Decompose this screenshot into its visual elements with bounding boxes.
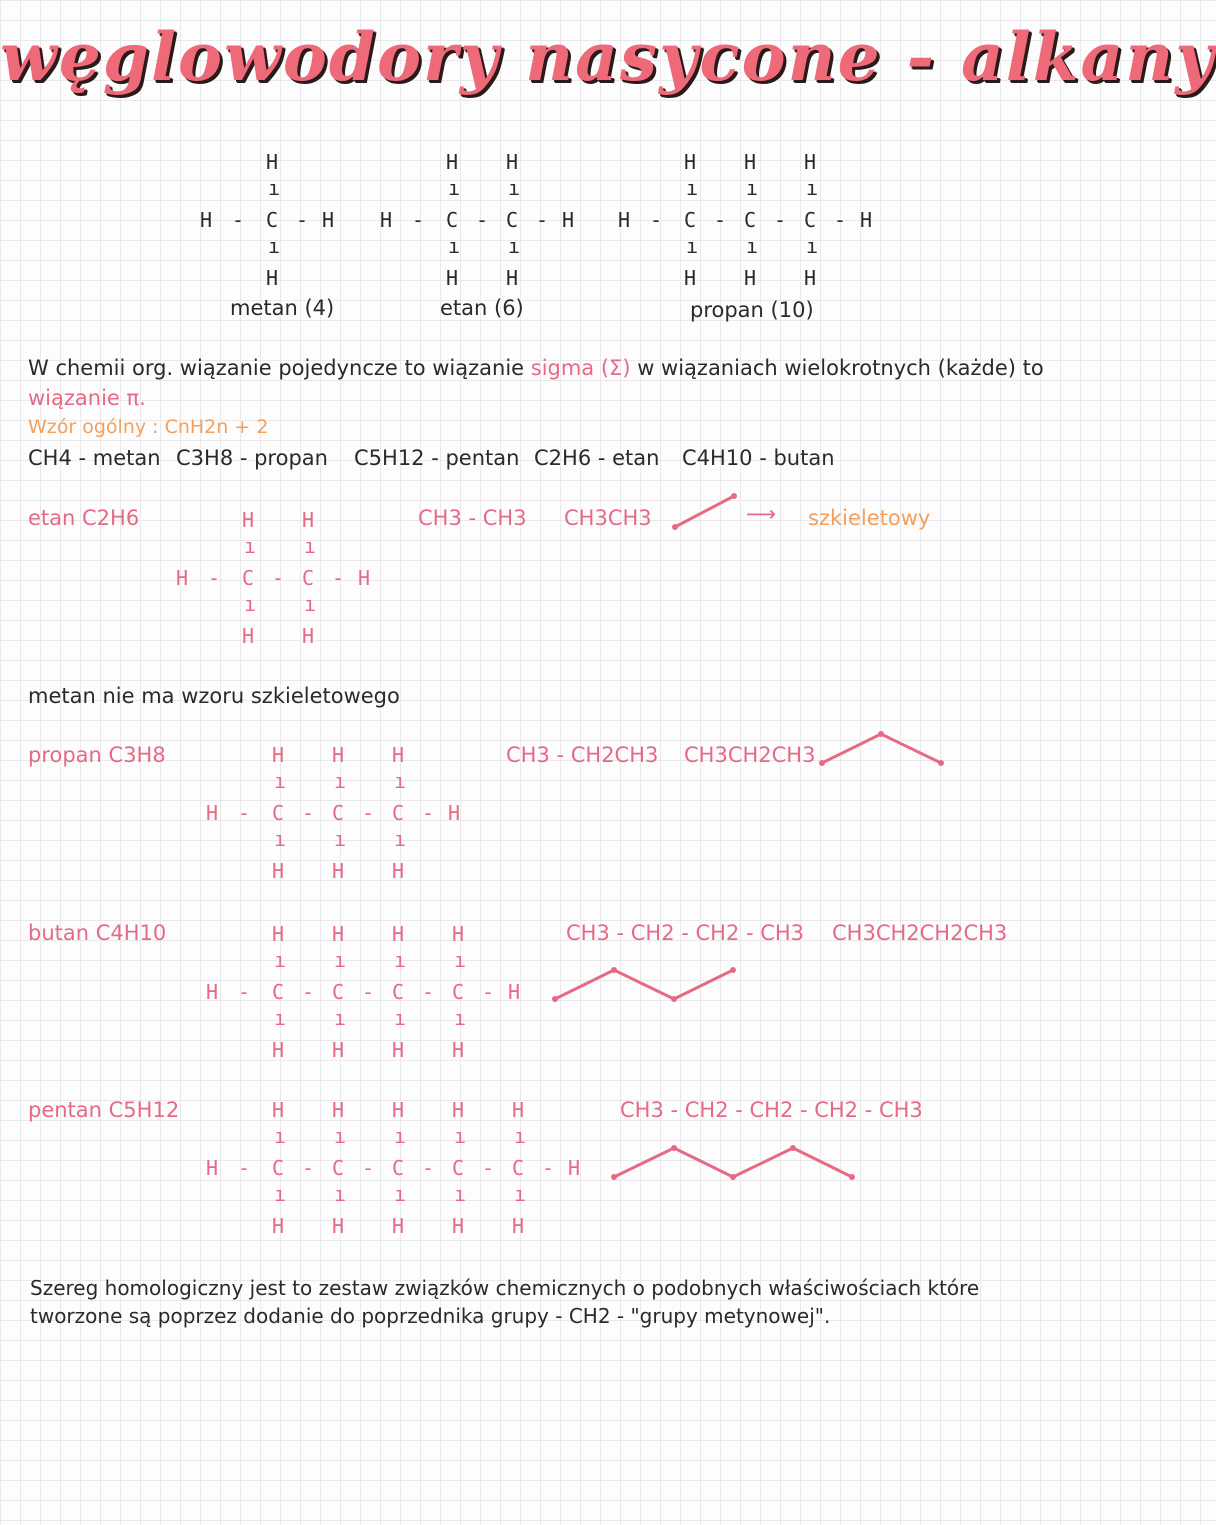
- hydrogen-atom: H: [392, 1038, 405, 1062]
- bond-dash: -: [272, 566, 285, 590]
- bond-dash: -: [422, 1156, 435, 1180]
- etan-condensed-1: CH3 - CH3: [418, 506, 527, 530]
- carbon-atom: C: [272, 801, 285, 825]
- bond-bar: ı: [746, 176, 759, 200]
- hydrogen-atom: H: [272, 859, 285, 883]
- propan-condensed-2: CH3CH2CH3: [684, 743, 816, 767]
- general-formula: Wzór ogólny : CnH2n + 2: [28, 416, 269, 438]
- bond-dash: -: [422, 980, 435, 1004]
- bond-dash: -: [208, 566, 221, 590]
- carbon-atom: C: [804, 208, 817, 232]
- carbon-atom: C: [392, 980, 405, 1004]
- bond-bar: ı: [274, 1006, 287, 1030]
- hydrogen-atom: H: [512, 1214, 525, 1238]
- hydrogen-atom: H: [206, 980, 219, 1004]
- bond-text-1: W chemii org. wiązanie pojedyncze to wiązanie: [28, 356, 531, 380]
- bond-bar: ı: [394, 769, 407, 793]
- bond-dash: -: [238, 801, 251, 825]
- page-title: węglowodory nasycone - alkany: [0, 18, 1216, 96]
- hydrogen-atom: H: [744, 266, 757, 290]
- pi-term: wiązanie π.: [28, 386, 146, 410]
- carbon-atom: C: [302, 566, 315, 590]
- bond-dash: -: [296, 208, 309, 232]
- carbon-atom: C: [332, 801, 345, 825]
- bond-dash: -: [412, 208, 425, 232]
- carbon-atom: C: [392, 801, 405, 825]
- hydrogen-atom: H: [506, 150, 519, 174]
- butan-label: butan C4H10: [28, 921, 167, 945]
- hydrogen-atom: H: [206, 801, 219, 825]
- hydrogen-atom: H: [272, 1098, 285, 1122]
- homologous-series-line-2: tworzone są poprzez dodanie do poprzednika grupy - CH2 - "grupy metynowej".: [30, 1304, 831, 1328]
- hydrogen-atom: H: [242, 508, 255, 532]
- hydrogen-atom: H: [332, 922, 345, 946]
- bond-dash: -: [714, 208, 727, 232]
- formula-butan: C4H10 - butan: [682, 446, 835, 470]
- bond-dash: -: [482, 1156, 495, 1180]
- bond-bar: ı: [334, 769, 347, 793]
- bond-dash: -: [362, 801, 375, 825]
- bond-bar: ı: [268, 176, 281, 200]
- bond-bar: ı: [806, 176, 819, 200]
- hydrogen-atom: H: [804, 150, 817, 174]
- etan-condensed-2: CH3CH3: [564, 506, 652, 530]
- carbon-atom: C: [392, 1156, 405, 1180]
- bond-dash: -: [302, 801, 315, 825]
- carbon-atom: C: [744, 208, 757, 232]
- bond-dash: -: [834, 208, 847, 232]
- carbon-atom: C: [272, 1156, 285, 1180]
- carbon-atom: C: [452, 980, 465, 1004]
- bond-dash: -: [774, 208, 787, 232]
- hydrogen-atom: H: [452, 1214, 465, 1238]
- hydrogen-atom: H: [860, 208, 873, 232]
- carbon-atom: C: [446, 208, 459, 232]
- hydrogen-atom: H: [266, 266, 279, 290]
- bond-bar: ı: [806, 234, 819, 258]
- bond-dash: -: [536, 208, 549, 232]
- bond-bar: ı: [334, 1182, 347, 1206]
- hydrogen-atom: H: [684, 266, 697, 290]
- bond-bar: ı: [304, 592, 317, 616]
- hydrogen-atom: H: [332, 1098, 345, 1122]
- hydrogen-atom: H: [392, 859, 405, 883]
- bond-bar: ı: [334, 1006, 347, 1030]
- carbon-atom: C: [272, 980, 285, 1004]
- hydrogen-atom: H: [684, 150, 697, 174]
- hydrogen-atom: H: [332, 859, 345, 883]
- hydrogen-atom: H: [332, 1038, 345, 1062]
- bond-dash: -: [362, 1156, 375, 1180]
- hydrogen-atom: H: [200, 208, 213, 232]
- bond-dash: -: [650, 208, 663, 232]
- pentan-condensed-1: CH3 - CH2 - CH2 - CH2 - CH3: [620, 1098, 923, 1122]
- hydrogen-atom: H: [380, 208, 393, 232]
- bond-dash: -: [422, 801, 435, 825]
- hydrogen-atom: H: [452, 922, 465, 946]
- bond-bar: ı: [334, 827, 347, 851]
- bond-dash: -: [542, 1156, 555, 1180]
- bond-bar: ı: [244, 592, 257, 616]
- bond-bar: ı: [244, 534, 257, 558]
- hydrogen-atom: H: [618, 208, 631, 232]
- bond-bar: ı: [334, 948, 347, 972]
- hydrogen-atom: H: [176, 566, 189, 590]
- formula-propan: C3H8 - propan: [176, 446, 328, 470]
- pentan-label: pentan C5H12: [28, 1098, 180, 1122]
- propan-name: propan (10): [690, 298, 814, 322]
- bond-dash: -: [476, 208, 489, 232]
- hydrogen-atom: H: [272, 743, 285, 767]
- hydrogen-atom: H: [332, 1214, 345, 1238]
- bond-bar: ı: [274, 769, 287, 793]
- bond-bar: ı: [454, 1006, 467, 1030]
- hydrogen-atom: H: [392, 743, 405, 767]
- hydrogen-atom: H: [332, 743, 345, 767]
- hydrogen-atom: H: [206, 1156, 219, 1180]
- propan-label: propan C3H8: [28, 743, 166, 767]
- hydrogen-atom: H: [302, 508, 315, 532]
- bond-bar: ı: [394, 1006, 407, 1030]
- bond-dash: -: [302, 980, 315, 1004]
- metan-name: metan (4): [230, 296, 335, 320]
- bond-bar: ı: [274, 1182, 287, 1206]
- hydrogen-atom: H: [452, 1098, 465, 1122]
- hydrogen-atom: H: [568, 1156, 581, 1180]
- hydrogen-atom: H: [302, 624, 315, 648]
- bond-bar: ı: [448, 234, 461, 258]
- bond-dash: -: [482, 980, 495, 1004]
- bond-bar: ı: [746, 234, 759, 258]
- skeletal-label: szkieletowy: [808, 506, 931, 530]
- hydrogen-atom: H: [242, 624, 255, 648]
- formula-etan: C2H6 - etan: [534, 446, 660, 470]
- bond-dash: -: [302, 1156, 315, 1180]
- hydrogen-atom: H: [452, 1038, 465, 1062]
- hydrogen-atom: H: [448, 801, 461, 825]
- formula-metan: CH4 - metan: [28, 446, 161, 470]
- bond-bar: ı: [268, 234, 281, 258]
- bond-dash: -: [238, 1156, 251, 1180]
- bond-bar: ı: [454, 1124, 467, 1148]
- bond-bar: ı: [394, 1124, 407, 1148]
- bond-bar: ı: [274, 1124, 287, 1148]
- bond-bar: ı: [454, 1182, 467, 1206]
- bond-bar: ı: [514, 1124, 527, 1148]
- butan-condensed-1: CH3 - CH2 - CH2 - CH3: [566, 921, 805, 945]
- formula-pentan: C5H12 - pentan: [354, 446, 520, 470]
- bond-bar: ı: [394, 948, 407, 972]
- hydrogen-atom: H: [392, 1098, 405, 1122]
- hydrogen-atom: H: [272, 1214, 285, 1238]
- butan-condensed-2: CH3CH2CH2CH3: [832, 921, 1008, 945]
- bond-bar: ı: [274, 827, 287, 851]
- etan-label: etan C2H6: [28, 506, 140, 530]
- metan-note: [28, 684, 400, 708]
- carbon-atom: C: [684, 208, 697, 232]
- carbon-atom: C: [452, 1156, 465, 1180]
- carbon-atom: C: [506, 208, 519, 232]
- homologous-series-line-1: Szereg homologiczny jest to zestaw związków chemicznych o podobnych właściwościach które: [30, 1276, 980, 1300]
- metan-note-text: metan nie ma wzoru szkieletowego: [28, 684, 400, 708]
- hydrogen-atom: H: [272, 1038, 285, 1062]
- bond-bar: ı: [686, 176, 699, 200]
- bond-bar: ı: [686, 234, 699, 258]
- hydrogen-atom: H: [446, 266, 459, 290]
- hydrogen-atom: H: [358, 566, 371, 590]
- hydrogen-atom: H: [272, 922, 285, 946]
- bond-bar: ı: [274, 948, 287, 972]
- bond-bar: ı: [514, 1182, 527, 1206]
- hydrogen-atom: H: [804, 266, 817, 290]
- carbon-atom: C: [332, 1156, 345, 1180]
- bond-dash: -: [232, 208, 245, 232]
- hydrogen-atom: H: [266, 150, 279, 174]
- hydrogen-atom: H: [512, 1098, 525, 1122]
- hydrogen-atom: H: [506, 266, 519, 290]
- bond-bar: ı: [394, 1182, 407, 1206]
- hydrogen-atom: H: [508, 980, 521, 1004]
- carbon-atom: C: [512, 1156, 525, 1180]
- bond-paragraph: [28, 356, 1044, 380]
- etan-name: etan (6): [440, 296, 524, 320]
- hydrogen-atom: H: [562, 208, 575, 232]
- bond-bar: ı: [304, 534, 317, 558]
- sigma-term: sigma (Σ): [530, 356, 631, 380]
- bond-dash: -: [332, 566, 345, 590]
- arrow-icon: ⟶: [746, 502, 777, 526]
- carbon-atom: C: [242, 566, 255, 590]
- bond-bar: ı: [394, 827, 407, 851]
- bond-bar: ı: [454, 948, 467, 972]
- carbon-atom: C: [332, 980, 345, 1004]
- bond-bar: ı: [334, 1124, 347, 1148]
- hydrogen-atom: H: [322, 208, 335, 232]
- bond-dash: -: [238, 980, 251, 1004]
- bond-bar: ı: [508, 234, 521, 258]
- hydrogen-atom: H: [446, 150, 459, 174]
- bond-bar: ı: [448, 176, 461, 200]
- bond-dash: -: [362, 980, 375, 1004]
- bond-bar: ı: [508, 176, 521, 200]
- bond-text-2: w wiązaniach wielokrotnych (każde) to: [630, 356, 1044, 380]
- hydrogen-atom: H: [744, 150, 757, 174]
- hydrogen-atom: H: [392, 1214, 405, 1238]
- hydrogen-atom: H: [392, 922, 405, 946]
- propan-condensed-1: CH3 - CH2CH3: [506, 743, 659, 767]
- carbon-atom: C: [266, 208, 279, 232]
- pentan-skeletal-formula: [0, 0, 1, 1]
